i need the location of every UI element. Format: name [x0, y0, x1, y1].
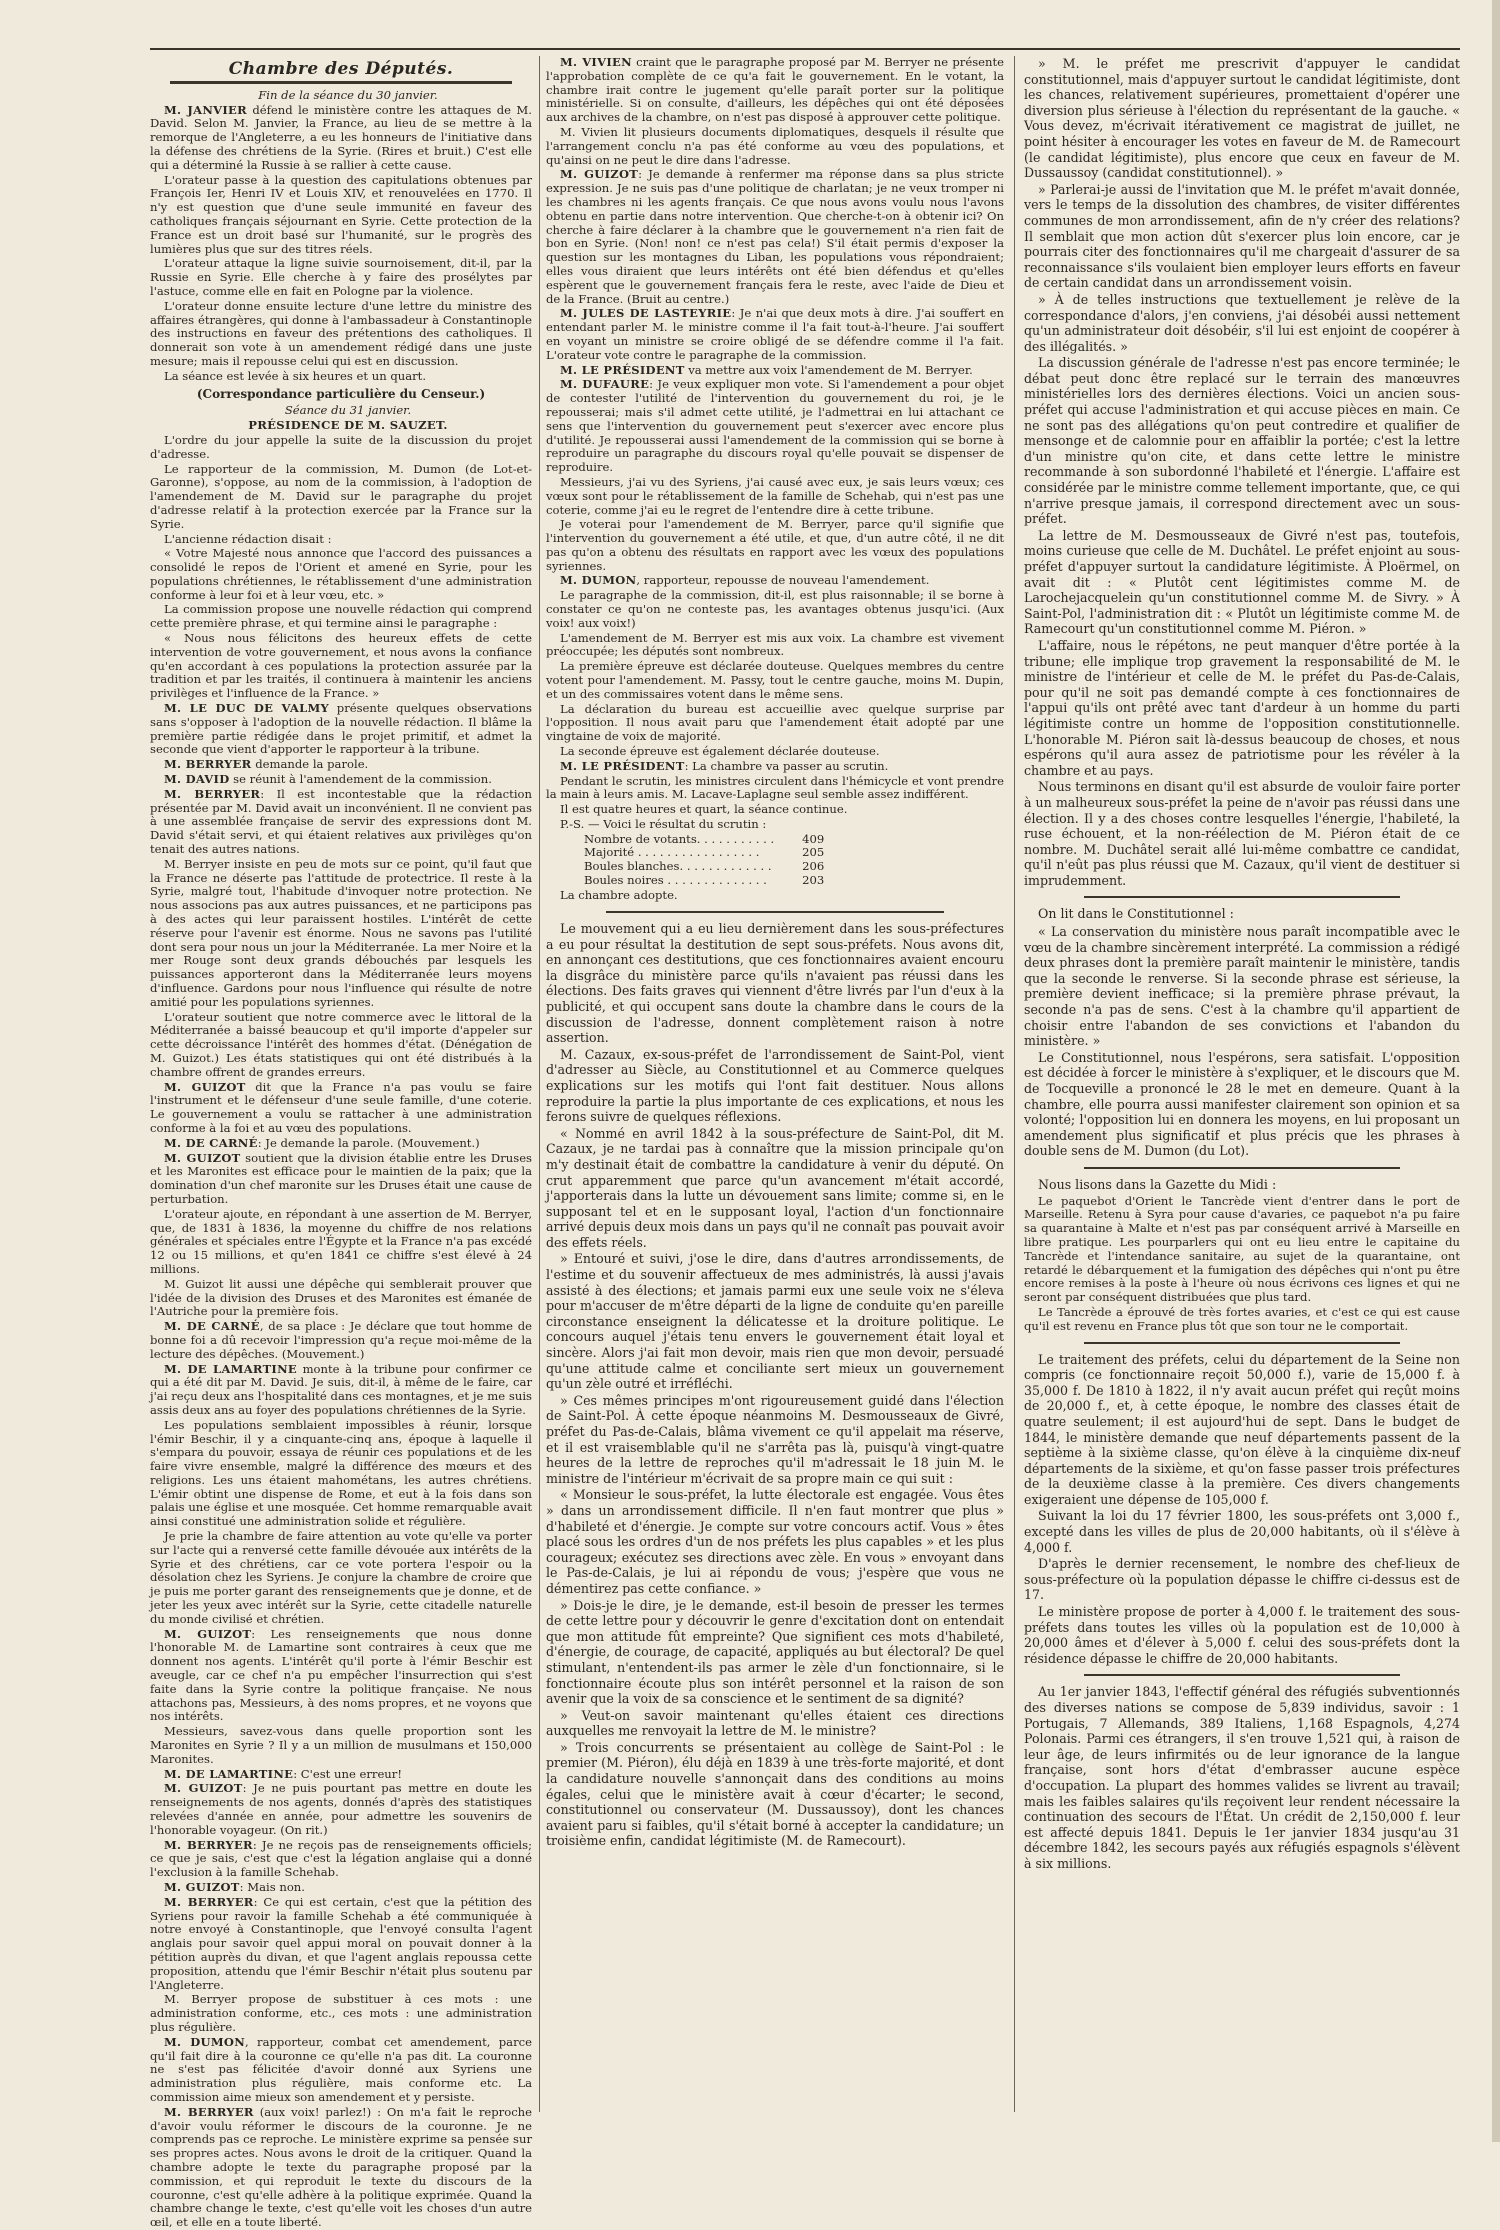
paragraph: L'orateur passe à la question des capitulations obtenues par François Ier, Henri IV et Louis XIV, et renouvelées en 1770. Il n'y est question que d'une seule immunité en faveur des catholiques français séjournant en Syrie. Cette protection de la France est un droit basé sur l'humanité, sur le progrès des lumières plus que sur des titres réels. — [150, 172, 532, 256]
paragraph: La lettre de M. Desmousseaux de Givré n'est pas, toutefois, moins curieuse que celle de M. Duchâtel. Le préfet enjoint au sous-préfet d'appuyer surtout la candidature légitimiste. À Ploërmel, on avait dit : « Plutôt cent légitimistes comme M. de Larochejacquelein qu'un constitutionnel comme M. de Sivry. » À Saint-Pol, l'administration dit : « Plutôt un légitimiste comme M. de Ramecourt qu'un constitutionnel comme M. Piéron. » — [1024, 527, 1460, 637]
column-2 — [546, 56, 1004, 2112]
paragraph: La discussion générale de l'adresse n'est pas encore terminée; le débat peut donc être replacé sur le terrain des manœuvres ministérielles lors des dernières élections. Voici un ancien sous-préfet qui accuse l'administration et qui accuse pièces en main. Ce ne sont pas des allégations qu'on peut contredire et qualifier de mensonge et de calomnie pour en affaiblir la portée; c'est la lettre d'un ministre qu'on cite, et dans cette lettre le ministre recommande à son subordonné l'habileté et l'énergie. L'affaire est considérée par le ministre comme tellement importante, que, ce qui n'arrive presque jamais, il correspond directement avec un sous-préfet. — [1024, 355, 1460, 527]
speaker: M. LE PRÉSIDENT — [560, 362, 685, 377]
section-heading: Nous lisons dans la Gazette du Midi : — [1038, 1176, 1277, 1192]
paragraph: M. BERRYER: Il est incontestable que la rédaction présentée par M. David avait un inconvénient. Il ne convient pas à une assemblée française de servir des expressions dont M. David s'était servi, et qui étaient relatives aux privilèges qu'on tenait des autres nations. — [150, 786, 532, 857]
section-rule — [1084, 1342, 1400, 1344]
paragraph: M. BERRYER: Ce qui est certain, c'est que la pétition des Syriens pour ravoir la famille Schehab a été communiquée à notre envoyé à Constantinople, que l'envoyé consulta l'agent anglais pour savoir quel appui moral on pouvait donner à la pétition auprès du divan, et que l'agent anglais repoussa cette proposition, attendu que l'émir Beschir n'était plus soutenu par l'Angleterre. — [150, 1894, 532, 1992]
section-rule — [1084, 1674, 1400, 1676]
speaker: M. BERRYER — [164, 1837, 253, 1852]
paragraph: M. GUIZOT: Je demande à renfermer ma réponse dans sa plus stricte expression. Je ne suis pas d'une politique de charlatan; je ne veux tromper ni les chambres ni les agents français. Ce que nous avons voulu nous l'avons obtenu en partie dans notre intervention. Que cherche-t-on à obtenir ici? On cherche à faire déclarer à la chambre que le gouvernement n'a rien fait de bon en Syrie. (Non! non! ce n'est pas cela!) S'il était permis d'exposer la question sur les montagnes du Liban, les populations vous répondraient; elles vous diraient que leurs intérêts ont été bien défendus et qu'elles espèrent que le gouvernement français fera le reste, avec l'aide de Dieu et de la France. (Bruit au centre.) — [546, 167, 1004, 306]
speaker: M. VIVIEN — [560, 55, 632, 69]
paragraph: « Votre Majesté nous annonce que l'accord des puissances a consolidé le repos de l'Orient et amené en Syrie, pour les populations chrétiennes, le rétablissement d'une administration conforme à leur foi et à leur vœu, etc. » — [150, 546, 532, 602]
paragraph: M. DE CARNÉ, de sa place : Je déclare que tout homme de bonne foi a dû recevoir l'impression qu'a reçue moi-même de la lecture des dépêches. (Mouvement.) — [150, 1319, 532, 1361]
speaker: M. JULES DE LASTEYRIE — [560, 306, 732, 321]
session-end: Fin de la séance du 30 janvier. — [258, 87, 438, 102]
paragraph: La seconde épreuve est également déclarée douteuse. — [560, 744, 880, 759]
paragraph: M. Berryer insiste en peu de mots sur ce point, qu'il faut que la France ne déserte pas l'attitude de protectrice. Il reste à la Syrie, malgré tout, l'habitude d'invoquer notre protection. Ne nous associons pas aux autres puissances, et ne participons pas à des actes qui leur paraissent hostiles. L'intérêt de cette réserve pour l'avenir est énorme. Nous ne savons pas l'utilité dont sera pour nous un jour la Méditerranée. La mer Noire et la mer Rouge sont deux grands débouchés par lesquels les puissances apporteront dans la Méditerranée leurs moyens d'influence. Gardons pour nous l'influence qui résulte de notre amitié pour les populations syriennes. — [150, 856, 532, 1009]
paragraph: M. LE DUC DE VALMY présente quelques observations sans s'opposer à l'adoption de la nouvelle rédaction. Il blâme la première partie rédigée dans le projet primitif, et admet la seconde que vient d'apporter le rapporteur à la tribune. — [150, 701, 532, 757]
paragraph: Messieurs, j'ai vu des Syriens, j'ai causé avec eux, je sais leurs vœux; ces vœux sont pour le rétablissement de la famille de Schehab, qui n'est pas une coterie, comme j'ai eu le regret de l'entendre dire à cette tribune. — [546, 474, 1004, 517]
paragraph: M. LE PRÉSIDENT: La chambre va passer au scrutin. — [560, 758, 889, 773]
paragraph: » Dois-je le dire, je le demande, est-il besoin de presser les termes de cette lettre pour y découvrir le genre d'excitation dont on entendait que mon attitude fût empreinte? Que signifient ces mots d'habileté, d'énergie, de courage, de capacité, appliqués au but électoral? De quel stimulant, n'entendent-ils pas armer le zèle d'un fonctionnaire, si le fonctionnaire écoute plus son intérêt personnel et la raison de son avenir que la voix de sa conscience et le sentiment de sa dignité? — [546, 1597, 1004, 1707]
ballot-table — [580, 833, 828, 887]
paragraph: M. GUIZOT: Les renseignements que nous donne l'honorable M. de Lamartine sont contraires à ceux que me donnent nos agents. L'intérêt qu'il porte à l'émir Beschir est aveugle, car ce chef n'a pu empêcher l'insurrection qui s'est faite dans la Syrie contre la politique française. Ne nous attachons pas, Messieurs, à des noms propres, et ne voyons que nos intérêts. — [150, 1626, 532, 1724]
speaker: M. BERRYER — [164, 1894, 254, 1909]
speaker: M. GUIZOT — [164, 1079, 246, 1094]
speaker: M. GUIZOT — [560, 167, 639, 182]
paragraph: M. DE LAMARTINE monte à la tribune pour confirmer ce qui a été dit par M. David. Je suis, dit-il, à même de le faire, car j'ai reçu deux ans l'hospitalité dans ces montagnes, et je me suis assis deux ans au foyer des populations chrétiennes de la Syrie. — [150, 1361, 532, 1417]
speaker: M. JANVIER — [164, 102, 247, 117]
paragraph: M. DUMON, rapporteur, combat cet amendement, parce qu'il fait dire à la couronne ce qu'elle n'a pas dit. La couronne ne s'est pas félicitée d'avoir donné aux Syriens une administration plus régulière, mais conforme etc. La commission aime mieux son amendement et y persiste. — [150, 2034, 532, 2104]
speaker: M. DUFAURE — [560, 377, 650, 392]
table-row: Boules noires . . . . . . . . . . . . . . 203 — [584, 872, 825, 887]
speaker: M. LE PRÉSIDENT — [560, 758, 685, 773]
paragraph: Le traitement des préfets, celui du département de la Seine non compris (ce fonctionnaire reçoit 50,000 f.), varie de 15,000 f. à 35,000 f. De 1810 à 1822, il n'y avait aucun préfet qui reçût moins de 20,000 f., et, à cette époque, le nombre des classes était de quatre seulement; il est aujourd'hui de sept. Dans le budget de 1844, le ministère demande que neuf départements passent de la septième à la sixième classe, qu'on élève à la cinquième dix-neuf départements de la sixième, et qu'on fasse passer trois préfectures de la deuxième classe à la première. Ces divers changements exigeraient une dépense de 105,000 f. — [1024, 1351, 1460, 1507]
speaker: M. DE LAMARTINE — [164, 1766, 294, 1781]
paragraph: M. GUIZOT dit que la France n'a pas voulu se faire l'instrument et le défenseur d'une seule famille, d'une coterie. Le gouvernement a voulu se rattacher à une administration conforme à la foi et au vœu des populations. — [150, 1079, 533, 1135]
paragraph: M. VIVIEN craint que le paragraphe proposé par M. Berryer ne présente l'approbation complète de ce qu'a fait le gouvernement. En le votant, la chambre irait contre le jugement qu'elle paraît porter sur la politique ministérielle. Si on consulte, d'ailleurs, les dépêches qui ont été déposées aux archives de la chambre, on n'est pas disposé à approuver cette politique. — [546, 55, 1005, 125]
paragraph: M. BERRYER (aux voix! parlez!) : On m'a fait le reproche d'avoir voulu réformer le discours de la couronne. Je ne comprends pas ce reproche. Le ministère exprime sa pensée sur ses propres actes. Nous avons le droit de la critiquer. Quand la chambre adopte le texte du paragraphe proposé par la commission, et qui reproduit le texte du discours de la couronne, c'est qu'elle adhère à la politique exprimée. Quand la chambre change le texte, c'est qu'elle voit les choses d'un autre œil, et elle en a toute liberté. — [150, 2104, 533, 2230]
paragraph: Je prie la chambre de faire attention au vote qu'elle va porter sur l'acte qui a renversé cette famille dévouée aux intérêts de la Syrie et des chrétiens, car ce vote portera l'espoir ou la désolation chez les Syriens. Je conjure la chambre de croire que je puis me porter garant des renseignements que je donne, et de jeter les yeux avec intérêt sur la Syrie, cette citadelle naturelle du monde civilisé et chrétien. — [150, 1529, 532, 1626]
paragraph: Le Tancrède a éprouvé de très fortes avaries, et c'est ce qui est cause qu'il est revenu en France plus tôt que son tour ne le comportait. — [1024, 1304, 1460, 1333]
paragraph: L'orateur donne ensuite lecture d'une lettre du ministre des affaires étrangères, qui donne à l'ambassadeur à Constantinople des instructions en faveur des prétentions des catholiques. Il donnerait son vote à un amendement rédigé dans une juste mesure; mais il repousse celui qui est en discussion. — [150, 298, 532, 368]
paragraph: L'ancienne rédaction disait : — [164, 531, 332, 546]
paragraph: M. GUIZOT: Mais non. — [164, 1880, 305, 1894]
section-heading: On lit dans le Constitutionnel : — [1038, 906, 1234, 922]
speaker: M. LE DUC DE VALMY — [164, 701, 330, 716]
section-rule — [1084, 896, 1400, 898]
paragraph: M. BERRYER demande la parole. — [164, 757, 369, 772]
paragraph: M. GUIZOT soutient que la division établie entre les Druses et les Maronites est efficace pour le maintien de la paix; que la domination d'un chef maronite sur les Druses était une cause de perturbation. — [150, 1150, 532, 1206]
speaker: M. GUIZOT — [164, 1781, 243, 1796]
speaker: M. BERRYER — [164, 2104, 254, 2119]
paragraph: » M. le préfet me prescrivit d'appuyer le candidat constitutionnel, mais d'appuyer surtout le candidat légitimiste, dont les chances, relativement supérieures, promettaient d'opérer une diversion plus sérieuse à l'élection du représentant de la gauche. « Vous devez, m'écrivait itérativement ce magistrat de juillet, ne point hésiter à encourager les votes en faveur de M. de Ramecourt (le candidat légitimiste), plus encore que ceux en faveur de M. Dussaussoy (candidat constitutionnel). » — [1024, 56, 1460, 181]
paragraph: L'orateur soutient que notre commerce avec le littoral de la Méditerranée a baissé beaucoup et qu'il importe d'appeler sur cette décroissance l'intérêt des hommes d'état. (Dénégation de M. Guizot.) Les états statistiques qui ont été distribués à la chambre offrent de grandes erreurs. — [150, 1009, 532, 1079]
presidency: PRÉSIDENCE DE M. SAUZET. — [248, 418, 448, 433]
speaker: M. GUIZOT — [164, 1150, 241, 1165]
paragraph: Le paquebot d'Orient le Tancrède vient d'entrer dans le port de Marseille. Retenu à Syra pour cause d'avaries, ce paquebot n'a pu faire sa quarantaine à Malte et n'est pas par conséquent arrivé à Marseille en libre pratique. Les pourparlers qui ont eu lieu entre le capitaine du Tancrède et l'intendance sanitaire, au sujet de la quarantaine, ont retardé le débarquement et la fumigation des dépêches qui n'ont pu être encore remises à la poste à l'heure où nous écrivons ces lignes et qui ne seront par conséquent distribuées que plus tard. — [1024, 1193, 1460, 1305]
section-rule — [1084, 1167, 1400, 1169]
paragraph: » Parlerai-je aussi de l'invitation que M. le préfet m'avait donnée, vers le temps de la dissolution des chambres, de visiter différentes communes de mon arrondissement, afin de n'y créer des relations? Il semblait que mon action dût s'exercer plus loin encore, car je pourrais citer des fonctionnaires qu'il me chargeait d'assurer de sa reconnaissance s'ils voulaient bien employer leurs efforts en faveur de certain candidat dans un arrondissement voisin. — [1024, 181, 1460, 291]
paragraph: » À de telles instructions que textuellement je relève de la correspondance d'alors, j'en conviens, j'ai désobéi aussi nettement qu'un administrateur doit désobéir, s'il lui est enjoint de coopérer à des illégalités. » — [1024, 291, 1460, 354]
paragraph: « La conservation du ministère nous paraît incompatible avec le vœu de la chambre sincèrement interprété. La commission a rédigé deux phrases dont la première paraît maintenir le ministère, tandis que la seconde le renverse. Si la seconde phrase est sérieuse, la première devient inefficace; si la première phrase prévaut, la seconde n'a pas de sens. C'est à la chambre qu'il appartient de choisir entre l'abandon de ses convictions et l'abandon du ministère. » — [1024, 924, 1460, 1049]
paragraph: L'orateur attaque la ligne suivie sournoisement, dit-il, par la Russie en Syrie. Elle cherche à y faire des prosélytes par l'astuce, comme elle en fait en Pologne par la violence. — [150, 256, 532, 298]
paragraph: Les populations semblaient impossibles à réunir, lorsque l'émir Beschir, il y a cinquante-cinq ans, époque à laquelle il s'empara du pouvoir, essaya de réunir ces populations et de les faire vivre ensemble, malgré la différence des mœurs et des religions. Les uns étaient mahométans, les autres chrétiens. L'émir obtint une dispense de Rome, et eut à la fois dans son palais une église et une mosquée. Cet homme remarquable avait ainsi constitué une administration solide et régulière. — [150, 1417, 532, 1529]
speaker: M. DE LAMARTINE — [164, 1361, 297, 1376]
paragraph: Messieurs, savez-vous dans quelle proportion sont les Maronites en Syrie ? Il y a un million de musulmans et 150,000 Maronites. — [150, 1724, 532, 1766]
paragraph: La commission propose une nouvelle rédaction qui comprend cette première phrase, et qui termine ainsi le paragraphe : — [150, 602, 532, 631]
table-row: Nombre de votants. . . . . . . . . . . 409 — [584, 831, 825, 846]
speaker: M. DUMON — [164, 2034, 246, 2049]
paragraph: La séance est levée à six heures et un quart. — [164, 368, 427, 383]
paragraph: M. JULES DE LASTEYRIE: Je n'ai que deux mots à dire. J'ai souffert en entendant parler M. le ministre comme il l'a fait tout-à-l'heure. J'ai souffert en voyant un ministre se croire obligé de se défendre comme il l'a fait. L'orateur vote contre le paragraphe de la commission. — [546, 306, 1004, 362]
ballot-intro: P.-S. — Voici le résultat du scrutin : — [560, 817, 767, 832]
paragraph: M. Vivien lit plusieurs documents diplomatiques, desquels il résulte que l'arrangement conclu n'a pas été conforme au vœu des populations, et qu'ainsi on ne peut le dire dans l'adresse. — [546, 124, 1004, 167]
paragraph: D'après le dernier recensement, le nombre des chef-lieux de sous-préfecture où la population dépasse le chiffre ci-dessus est de 17. — [1024, 1556, 1460, 1603]
section-rule — [170, 81, 512, 84]
paragraph: L'amendement de M. Berryer est mis aux voix. La chambre est vivement préoccupée; les députés sont nombreux. — [546, 630, 1004, 659]
paragraph: M. BERRYER: Je ne reçois pas de renseignements officiels; ce que je sais, c'est que c'est la légation anglaise qui a donné l'exclusion à la famille Schehab. — [150, 1837, 532, 1880]
masthead-title: Chambre des Députés. — [228, 59, 454, 79]
session-date: Séance du 31 janvier. — [284, 403, 412, 418]
section-rule — [606, 911, 944, 913]
paragraph: M. DUFAURE: Je veux expliquer mon vote. Si l'amendement a pour objet de contester l'utilité de l'intervention du gouvernement du roi, je le repousserai; mais s'il admet cette utilité, je l'admettrai en lui attachant ce sens que l'intervention du gouvernement peut s'exercer avec encore plus d'utilité. Je repousserai aussi l'amendement de la commission qui se borne à reproduire un paragraphe du discours royal qu'elle pouvait se dispenser de reproduire. — [546, 377, 1004, 475]
speaker: M. DAVID — [164, 772, 230, 787]
table-row: Boules blanches. . . . . . . . . . . . . 206 — [584, 859, 825, 874]
paragraph: La déclaration du bureau est accueillie avec quelque surprise par l'opposition. Il nous avait paru que l'amendement était adopté par une vingtaine de voix de majorité. — [546, 701, 1004, 744]
paragraph: » Entouré et suivi, j'ose le dire, dans d'autres arrondissements, de l'estime et du souvenir affectueux de mes administrés, là aussi j'avais assisté à des élections; et jamais parmi eux une seule voix ne s'éleva pour m'accuser de m'être départi de la ligne de conduite qu'en pareille circonstance enseignent la délicatesse et la droiture politique. Le concours auquel j'étais tenu envers le gouvernement était loyal et sincère. Alors j'ai fait mon devoir, mais rien que mon devoir, persuadé qu'une attitude calme et conciliante sert mieux un gouvernement qu'un zèle outré et irréfléchi. — [546, 1251, 1004, 1392]
paragraph: L'orateur ajoute, en répondant à une assertion de M. Berryer, que, de 1831 à 1836, la moyenne du chiffre de nos relations générales et spéciales entre l'Égypte et la France n'a pas excédé 12 ou 15 millions, et qu'en 1841 ce chiffre s'est élevé à 24 millions. — [150, 1206, 532, 1276]
correspondence-note: (Correspondance particulière du Censeur.) — [196, 386, 486, 401]
paragraph: M. DAVID se réunit à l'amendement de la commission. — [164, 772, 492, 787]
top-rule — [150, 48, 1460, 50]
speaker: M. DE CARNÉ — [164, 1135, 258, 1150]
paragraph: Pendant le scrutin, les ministres circulent dans l'hémicycle et vont prendre la main à leurs amis. M. Lacave-Laplagne seul semble assez indifférent. — [546, 773, 1004, 802]
paragraph: M. Cazaux, ex-sous-préfet de l'arrondissement de Saint-Pol, vient d'adresser au Siècle, au Constitutionnel et au Commerce quelques explications sur les motifs qui l'ont fait destituer. Nous allons reproduire la partie la plus importante de ces explications, et nous les ferons suivre de quelques réflexions. — [546, 1046, 1004, 1125]
speaker: M. GUIZOT — [164, 1626, 252, 1641]
paragraph: » Trois concurrents se présentaient au collège de Saint-Pol : le premier (M. Piéron), élu déjà en 1839 à une très-forte majorité, et dont la candidature nouvelle s'annonçait dans des conditions au moins égales, celui que le ministère avait à cœur d'écarter; le second, constitutionnel ou conservateur (M. Dussaussoy), dont les chances avaient paru si faibles, qu'il s'était borné à accepter la candidature; un troisième enfin, candidat légitimiste (M. de Ramecourt). — [546, 1739, 1004, 1849]
paragraph: Je voterai pour l'amendement de M. Berryer, parce qu'il signifie que l'intervention du gouvernement a été utile, et que, d'un autre côté, il ne dit pas qu'on a obtenu des résultats en rapport avec les vœux des populations syriennes. — [546, 517, 1004, 573]
column-3 — [1024, 56, 1460, 2112]
paragraph: La chambre adopte. — [560, 888, 678, 903]
speaker: M. DE CARNÉ — [164, 1319, 260, 1334]
paragraph: Suivant la loi du 17 février 1800, les sous-préfets ont 3,000 f., excepté dans les villes de plus de 20,000 habitants, où il s'élève à 4,000 f. — [1024, 1508, 1460, 1555]
paragraph: » Ces mêmes principes m'ont rigoureusement guidé dans l'élection de Saint-Pol. À cette époque néanmoins M. Desmousseaux de Givré, préfet du Pas-de-Calais, blâma vivement ce qu'il appelait ma réserve, et il est vraisemblable qu'il ne s'arrêta pas là, puisqu'à vingt-quatre heures de la lettre de reproches qu'il m'adressait le 18 juin M. le ministre de l'intérieur m'écrivait de sa propre main ce qui suit : — [546, 1392, 1004, 1486]
paragraph: M. JANVIER défend le ministère contre les attaques de M. David. Selon M. Janvier, la France, au lieu de se mettre à la remorque de l'Angleterre, a eu les honneurs de l'initiative dans la défense des chrétiens de la Syrie. (Rires et bruit.) C'est elle qui a déterminé la Russie à se rallier à cette cause. — [150, 102, 532, 172]
paragraph: Au 1er janvier 1843, l'effectif général des réfugiés subventionnés des diverses nations se compose de 5,839 individus, savoir : 1 Portugais, 7 Allemands, 389 Italiens, 1,168 Espagnols, 4,274 Polonais. Parmi ces étrangers, il s'en trouve 1,521 qui, à raison de leur âge, de leurs infirmités ou de leur ignorance de la langue française, sont hors d'état d'embrasser aucune espèce d'occupation. La plupart des hommes valides se livrent au travail; mais les faibles salaires qu'ils reçoivent leur rendent nécessaire la continuation des secours de l'État. Un crédit de 2,150,000 f. leur est affecté depuis 1841. Depuis le 1er janvier 1834 jusqu'au 31 décembre 1842, les secours payés aux réfugiés espagnols s'élèvent à six millions. — [1024, 1684, 1460, 1871]
table-row: Majorité . . . . . . . . . . . . . . . . . 205 — [584, 845, 825, 860]
paragraph: Le Constitutionnel, nous l'espérons, sera satisfait. L'opposition est décidée à forcer le ministère à s'expliquer, et le discours que M. de Tocqueville a prononcé le 28 le met en demeure. Quant à la chambre, elle pourra aussi manifester clairement son opinion et sa volonté; l'opposition lui en donnera les moyens, en lui proposant un amendement plus significatif et plus précis que les phrases à double sens de M. Dumon (du Lot). — [1024, 1049, 1460, 1159]
paragraph: La première épreuve est déclarée douteuse. Quelques membres du centre votent pour l'amendement. M. Passy, tout le centre gauche, moins M. Dupin, et un des commissaires votent dans le même sens. — [546, 659, 1004, 701]
column-1 — [150, 56, 533, 2230]
speaker: M. DUMON — [560, 573, 637, 588]
paragraph: M. LE PRÉSIDENT va mettre aux voix l'amendement de M. Berryer. — [560, 362, 973, 377]
paragraph: M. DE CARNÉ: Je demande la parole. (Mouvement.) — [164, 1135, 480, 1150]
paragraph: Nous terminons en disant qu'il est absurde de vouloir faire porter à un malheureux sous-préfet la peine de n'avoir pas réussi dans une élection. Il y a des choses contre lesquelles l'énergie, l'habileté, la ruse échouent, et la non-réélection de M. Piéron était de ce nombre. M. Duchâtel serait allé lui-même combattre ce candidat, qu'il n'eût pas plus réussi que M. Cazaux, qu'il vient de destituer si imprudemment. — [1024, 779, 1460, 888]
speaker: M. BERRYER — [164, 786, 261, 801]
column-divider — [539, 56, 540, 2112]
paragraph: M. Berryer propose de substituer à ces mots : une administration conforme, etc., ces mots : une administration plus régulière. — [150, 1992, 532, 2034]
paragraph: Le ministère propose de porter à 4,000 f. le traitement des sous-préfets dans toutes les villes où la population est de 10,000 à 20,000 âmes et d'élever à 5,000 f. celui des sous-préfets dont la résidence dépasse le chiffre de 20,000 habitants. — [1024, 1604, 1460, 1666]
paragraph: Il est quatre heures et quart, la séance continue. — [560, 802, 848, 817]
paragraph: « Nous nous félicitons des heureux effets de cette intervention de votre gouvernement, et nous avons la confiance qu'en accordant à ces populations la protection assurée par la tradition et par les traités, il continuera à maintenir les anciens privilèges et l'influence de la France. » — [150, 631, 532, 701]
speaker: M. BERRYER — [164, 757, 252, 772]
paragraph: M. GUIZOT: Je ne puis pourtant pas mettre en doute les renseignements de nos agents, donnés d'après des statistiques relevées d'année en année, pour admettre les souvenirs de l'honorable voyageur. (On rit.) — [150, 1781, 532, 1837]
speaker: M. GUIZOT — [164, 1880, 240, 1894]
paragraph: » Veut-on savoir maintenant qu'elles étaient ces directions auxquelles me renvoyait la lettre de M. le ministre? — [546, 1707, 1004, 1739]
paragraph: Le paragraphe de la commission, dit-il, est plus raisonnable; il se borne à constater ce qu'on ne conteste pas, les avantages obtenus jusqu'ici. (Aux voix! aux voix!) — [546, 588, 1004, 630]
paragraph: M. DE LAMARTINE: C'est une erreur! — [164, 1766, 402, 1781]
quoted-letter: « Monsieur le sous-préfet, la lutte électorale est engagée. Vous êtes » dans un arrondissement difficile. Il n'en faut montrer que plus » d'habileté et d'énergie. Je compte sur votre concours actif. Vous » êtes placé sous les ordres d'un de nos préfets les plus capables » et les plus courageux; exécutez ses directions avec zèle. En vous » envoyant dans le Pas-de-Calais, je lui ai répondu de vous; j'espère que vous ne démentirez pas cette confiance. » — [546, 1487, 1004, 1596]
paragraph: Le rapporteur de la commission, M. Dumon (de Lot-et-Garonne), s'oppose, au nom de la commission, à l'adoption de l'amendement de M. David sur le paragraphe du projet d'adresse relatif à la protection exercée par la France sur la Syrie. — [150, 461, 532, 531]
paragraph: « Nommé en avril 1842 à la sous-préfecture de Saint-Pol, dit M. Cazaux, je ne tardai pas à connaître que la mission principale qu'on m'y destinait était de combattre la candidature à venir du député. On crut apparemment que parce qu'un avancement m'était accordé, j'apporterais dans la lutte un dévouement sans limite; comme si, en le supposant tel et en le supposant loyal, l'action d'un fonctionnaire arrivé depuis deux mois dans un pays qu'il ne connaît pas pouvait avoir des effets réels. — [546, 1125, 1004, 1250]
paragraph: M. Guizot lit aussi une dépêche qui semblerait prouver que l'idée de la division des Druses et des Maronites est émanée de l'Autriche pour la première fois. — [150, 1276, 532, 1319]
paragraph: L'affaire, nous le répétons, ne peut manquer d'être portée à la tribune; elle implique trop gravement la responsabilité de M. le ministre de l'intérieur et celle de M. le préfet du Pas-de-Calais, pour qu'il ne soit pas demandé compte à ces fonctionnaires de l'appui qu'ils ont prêté avec tant d'ardeur à un homme du parti légitimiste contre un homme de l'opposition constitutionnelle. L'honorable M. Piéron sait là-dessus beaucoup de choses, et nous espérons qu'il aura assez de patriotisme pour les révéler à la chambre et au pays. — [1024, 637, 1460, 778]
column-divider — [1014, 56, 1015, 2112]
paragraph: L'ordre du jour appelle la suite de la discussion du projet d'adresse. — [150, 432, 532, 461]
page-edge — [1492, 0, 1500, 2142]
paragraph: M. DUMON, rapporteur, repousse de nouveau l'amendement. — [560, 573, 930, 588]
paragraph: Le mouvement qui a eu lieu dernièrement dans les sous-préfectures a eu pour résultat la destitution de sept sous-préfets. Nous avons dit, en annonçant ces destitutions, que ces fonctionnaires avaient encouru la disgrâce du ministère parce qu'ils n'avaient pas réussi dans les élections. Des faits graves qui viennent d'être livrés par l'un d'eux à la publicité, et qui occupent sans doute la chambre dans le cours de la discussion de l'adresse, donnent complètement raison à notre assertion. — [546, 921, 1004, 1046]
